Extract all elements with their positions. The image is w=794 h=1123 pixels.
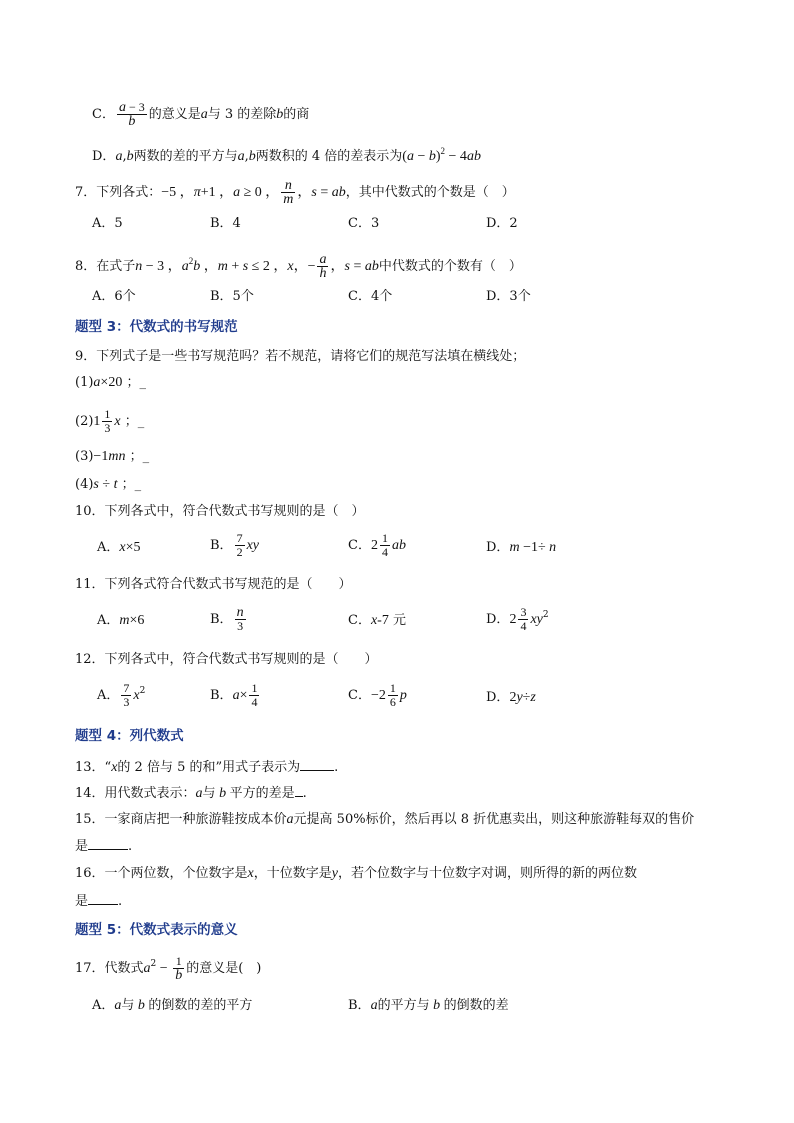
section-heading-3: 题型 3：代数式的书写规范 [75, 319, 238, 335]
q7-option-b: B．4 [210, 216, 241, 231]
q7-option-d: D．2 [486, 216, 518, 231]
q16-line-2: 是 . [75, 894, 123, 909]
q11-option-a: A．m×6 [97, 613, 145, 628]
q12-option-b: B．a× $\frac{1}{4}$ [210, 681, 258, 709]
q8-option-c: C．4个 [348, 289, 393, 304]
answer-blank[interactable] [88, 837, 128, 850]
q15-line-2: 是 . [75, 839, 133, 854]
q14: 14．用代数式表示：a与 b 平方的差是 . [75, 786, 307, 801]
q11-stem: 11．下列各式符合代数式书写规范的是（ ） [75, 577, 352, 592]
q13: 13．“x的 2 倍与 5 的和”用式子表示为 . [75, 760, 339, 775]
q16-line-1: 16．一个两位数，个位数字是x，十位数字是y，若个位数字与十位数字对调，则所得的新的两位数 [75, 866, 638, 881]
q17-stem: 17．代数式$a^2$ − $\frac{1}{b}$ 的意义是( ) [75, 954, 262, 983]
q12-stem: 12．下列各式中，符合代数式书写规则的是（ ） [75, 652, 378, 667]
q9-item-4: (4)s ÷ t ；_ [75, 477, 142, 492]
answer-blank[interactable] [295, 784, 303, 797]
fraction-1-over-3: $\frac{1}{3}$ [104, 407, 111, 435]
fraction-a-over-h: $\frac{a}{h}$ [319, 252, 327, 281]
q17-option-a: A．a与 b 的倒数的差的平方 [92, 998, 253, 1013]
q6-option-d: D．a,b两数的差的平方与a,b两数积的 4 倍的差表示为$(a - b)^2 - 4ab$ [92, 146, 481, 164]
q8-option-b: B．5个 [210, 289, 254, 304]
q17-option-b: B．a的平方与 b 的倒数的差 [348, 998, 509, 1013]
q11-option-b: B． $\frac{n}{3}$ [210, 605, 244, 633]
q9-stem: 9．下列式子是一些书写规范吗？若不规范，请将它们的规范写法填在横线处； [75, 349, 526, 364]
q9-item-3: (3)−1mn ；_ [75, 449, 150, 464]
q10-option-b: B． $\frac{7}{2}$ xy [210, 531, 259, 559]
fraction-1-over-b: $\frac{1}{b}$ [175, 954, 183, 983]
q11-option-c: C．x-7 元 [348, 613, 406, 628]
section-heading-4: 题型 4：列代数式 [75, 728, 184, 744]
q11-option-d: D．2 $\frac{3}{4}$ $xy^2$ [486, 605, 549, 633]
q8-stem: 8．在式子n − 3 ，$a^2b$ ，m + s ≤ 2 ，x，− $\frac{a}{h}$ ，s = ab中代数式的个数有（ ） [75, 252, 522, 281]
q12-option-a: A． $\frac{7}{3}$ $x^2$ [97, 681, 146, 709]
fraction-n-over-m: $\frac{n}{m}$ [283, 178, 294, 207]
q7-option-c: C．3 [348, 216, 380, 231]
q15-line-1: 15．一家商店把一种旅游鞋按成本价a元提高 50%标价，然后再以 8 折优惠卖出，则这种旅游鞋每双的售价 [75, 812, 695, 827]
q12-option-c: C．−2 $\frac{1}{6}$ p [348, 681, 407, 709]
q9-item-1: (1)a×20 ；_ [75, 375, 146, 390]
answer-blank[interactable] [88, 892, 118, 905]
fraction-a-minus-3-over-b: $\frac{a - 3}{b}$ [118, 100, 145, 129]
answer-blank[interactable] [300, 758, 334, 771]
q8-option-a: A．6个 [92, 289, 136, 304]
q10-stem: 10．下列各式中，符合代数式书写规则的是（ ） [75, 504, 365, 519]
q9-item-2: (2)1 $\frac{1}{3}$ x ；_ [75, 407, 145, 435]
q12-option-d: D．2y÷z [486, 690, 536, 705]
section-heading-5: 题型 5：代数式表示的意义 [75, 922, 238, 938]
q10-option-d: D．m −1÷ n [486, 540, 557, 555]
q6-option-c: C． $\frac{a - 3}{b}$ 的意义是a与 3 的差除b的商 [92, 100, 310, 129]
q7-option-a: A．5 [92, 216, 123, 231]
q7-stem: 7．下列各式：−5 ，π+1 ，a ≥ 0 ， $\frac{n}{m}$ ，s = ab，其中代数式的个数是（ ） [75, 178, 515, 207]
q10-option-c: C．2 $\frac{1}{4}$ ab [348, 531, 406, 559]
q8-option-d: D．3个 [486, 289, 531, 304]
q10-option-a: A．x×5 [97, 540, 141, 555]
